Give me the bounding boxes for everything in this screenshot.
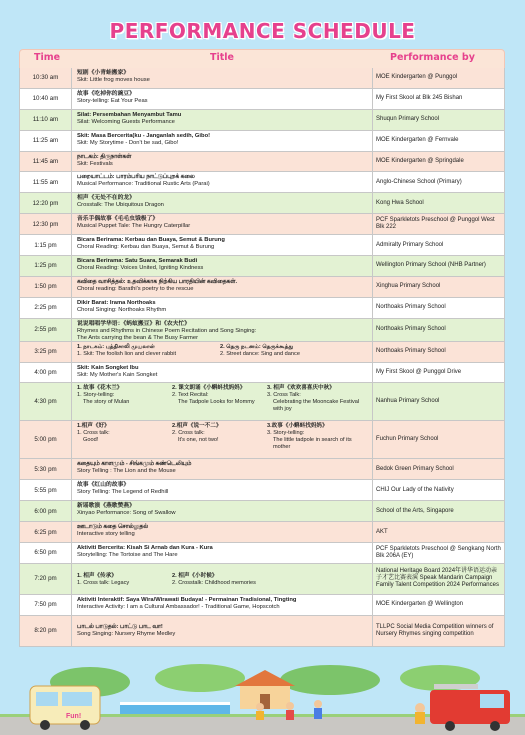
row-time: 6:00 pm (20, 501, 72, 521)
item-3-label: 3. Story-telling: (267, 430, 305, 437)
row-performer: My First Skool @ Punggol Drive (372, 363, 502, 383)
row-title (77, 174, 367, 194)
title-english: Musical Puppet Tale: The Hungry Caterpillar (77, 223, 191, 230)
row-time: 7:50 pm (20, 595, 72, 615)
item-3-english: Celebrating the Mooncake Festival with joy (273, 399, 360, 413)
title-english: Choral Reading: Kerbau dan Buaya, Semut & Burung (77, 244, 215, 251)
title-native: கதையும் காளமும் - சிங்கமும் சுண்டெலியும் (77, 461, 192, 468)
title-english: Crosstalk: The Ubiquitous Dragon (77, 202, 164, 209)
item-1-native: 1.相声《好》 (77, 423, 110, 430)
title-english: Choral Singing: Northoaks Rhythm (77, 306, 167, 313)
row-title (77, 195, 367, 215)
table-row (20, 421, 504, 459)
header-time: Time (34, 52, 61, 63)
item-2-english: 2. Crosstalk: Childhood memories (172, 579, 256, 586)
item-2-native: 2. 课文朗诵《小蝌蚪找妈妈》 (172, 385, 246, 392)
item-1-native: 1. 相声《传承》 (77, 572, 117, 579)
title-native: 短剧《小青蛙搬家》 (77, 70, 130, 76)
item-1-english: 1. Cross talk: Legacy (77, 579, 130, 586)
title-english: Story Telling: The Legend of Redhill (77, 489, 169, 496)
title-native: கவிதை வாசித்தல்: உதவிக்காக நிற்கிய பாரதியின் கவிதைகள். (77, 278, 238, 285)
table-row (20, 152, 504, 173)
table-row (20, 319, 504, 342)
item-1-english: The story of Mulan (83, 399, 130, 406)
row-title (77, 300, 367, 320)
item-2-native: 2.相声《说一不二》 (172, 423, 222, 430)
title-english: Storytelling: The Tortoise and The Hare (77, 552, 178, 559)
header-title: Title (210, 52, 234, 63)
table-row (20, 522, 504, 543)
title-english: Skit: Little frog moves house (77, 77, 150, 83)
table-row (20, 595, 504, 616)
row-performer: Northoaks Primary School (372, 319, 502, 341)
item-2-english: It's one, not two! (178, 437, 219, 444)
row-title (77, 112, 367, 132)
title-english: Skit: My Storytime - Don't be sad, Gibo! (77, 139, 179, 146)
row-performer: Northoaks Primary School (372, 342, 502, 362)
row-performer: Xinghua Primary School (372, 277, 502, 297)
item-1-native: 1. 故事《花木兰》 (77, 385, 123, 392)
row-time: 6:25 pm (20, 522, 72, 542)
row-performer: My First Skool at Blk 245 Bishan (372, 89, 502, 109)
header-performance: Performance by (390, 52, 475, 63)
row-performer: PCF Sparkletots Preschool @ Sengkang North Blk 206A (EY) (372, 543, 502, 563)
row-time: 5:30 pm (20, 459, 72, 479)
row-performer: Wellington Primary School (NHB Partner) (372, 256, 502, 276)
row-performer: Fuchun Primary School (372, 421, 502, 458)
table-row (20, 193, 504, 214)
item-1-english: 1. Skit: The foolish lion and clever rabbit (77, 350, 177, 357)
row-time: 10:30 am (20, 68, 72, 88)
table-row (20, 459, 504, 480)
table-row (20, 501, 504, 522)
title-english: Choral Reading: Voices United, Igniting Kindness (77, 265, 204, 272)
row-title (77, 482, 367, 502)
title-native: பறையாட்டம்: பாரம்பரிய நாட்டுப்புறக் கலை (77, 174, 195, 181)
row-time: 6:50 pm (20, 543, 72, 563)
row-time: 4:30 pm (20, 383, 72, 420)
row-performer: MOE Kindergarten @ Springdale (372, 152, 502, 172)
row-time: 1:15 pm (20, 235, 72, 255)
row-performer: Anglo-Chinese School (Primary) (372, 172, 502, 192)
table-row (20, 256, 504, 277)
row-title (77, 70, 367, 90)
row-title (77, 279, 367, 299)
row-title (77, 597, 367, 617)
row-time: 2:55 pm (20, 319, 72, 341)
title-native: Dikir Barat: Irama Northoaks (77, 299, 156, 306)
item-3-english: The little tadpole in search of its mother (273, 437, 352, 451)
title-native: Bicara Berirama: Satu Suara, Semarak Budi (77, 258, 198, 265)
bus-label: Fun! (66, 713, 82, 720)
table-row (20, 616, 504, 647)
table-row (20, 89, 504, 110)
row-title (77, 503, 367, 523)
item-3-native: 3.故事《小蝌蚪找妈妈》 (267, 423, 328, 430)
row-performer: AKT (372, 522, 502, 542)
row-time: 8:20 pm (20, 616, 72, 646)
title-native: 说说唱唱学华语：《蚂蚁搬豆》和《农夫忙》 (77, 320, 191, 327)
item-3-label: 3. Cross Talk: (267, 392, 301, 399)
item-2-label: 2. Cross talk: (172, 430, 205, 437)
row-performer: MOE Kindergarten @ Wellington (372, 595, 502, 615)
item-1-native: 1. நாடகம்: புத்திசாலி முயலாள் (77, 343, 155, 350)
title-english: Song Singing: Nursery Rhyme Medley (77, 630, 176, 637)
table-row (20, 68, 504, 89)
table-row (20, 543, 504, 564)
row-performer: Admiralty Primary School (372, 235, 502, 255)
title-native: 新谣歌演《燕歌赞燕》 (77, 503, 135, 510)
title-native: நாடகம்: திருநாள்கள் (77, 153, 132, 160)
item-1-english: Good! (83, 437, 99, 444)
row-title (77, 154, 367, 174)
street-illustration (0, 664, 525, 735)
row-title (77, 385, 367, 422)
page-title: PERFORMANCE SCHEDULE (109, 19, 416, 43)
item-1-label: 1. Story-telling: (77, 392, 115, 399)
row-time: 12:20 pm (20, 193, 72, 213)
item-2-label: 2. Text Recital: (172, 392, 209, 399)
row-title (77, 365, 367, 385)
title-native: பாடல் பாடுதல்: பாட்டு பாட வா! (77, 623, 163, 630)
row-performer: Nanhua Primary School (372, 383, 502, 420)
row-title (77, 423, 367, 460)
title-english: Choral reading: Barathi's poetry to the rescue (77, 285, 194, 292)
row-time: 11:10 am (20, 110, 72, 130)
title-native: 故事《红山的故事》 (77, 482, 130, 489)
title-english: Interactive Activity: I am a Cultural Ambassador! - Traditional Game, Hopscotch (77, 603, 280, 610)
title-english: Story-telling: Eat Your Peas (77, 97, 148, 104)
row-title (77, 216, 367, 236)
table-row (20, 110, 504, 131)
row-time: 1:50 pm (20, 277, 72, 297)
row-time: 11:55 am (20, 172, 72, 192)
row-performer: MOE Kindergarten @ Punggol (372, 68, 502, 88)
row-performer: Kong Hwa School (372, 193, 502, 213)
title-native: Silat: Persembahan Menyambut Tamu (77, 111, 182, 118)
title-native: 故事《吃掉你的豌豆》 (77, 90, 135, 97)
title-native: Bicara Berirama: Kerbau dan Buaya, Semut & Burung (77, 237, 225, 244)
title-native: Aktiviti Interaktif: Saya Wira/Wirawati Budaya! - Permainan Tradisional, Tingting (77, 596, 297, 603)
row-performer: MOE Kindergarten @ Fernvale (372, 131, 502, 151)
row-time: 3:25 pm (20, 342, 72, 362)
row-performer: School of the Arts, Singapore (372, 501, 502, 521)
title-english-2: The Ants carrying the bean & The Busy Farmer (77, 334, 199, 341)
row-time: 7:20 pm (20, 564, 72, 594)
title-native: 音乐手偶故事《毛毛虫饿极了》 (77, 216, 159, 223)
item-2-english: 2. Street dance: Sing and dance (220, 350, 300, 357)
table-row (20, 277, 504, 298)
title-english: Interactive story telling (77, 531, 135, 538)
row-title (77, 237, 367, 257)
row-performer: National Heritage Board 2024年讲华语运动亲子才艺比赛表演 Speak Mandarin Campaign Family Talent Competition 2024 Performances (372, 564, 502, 594)
title-english: Silat: Welcoming Guests Performance (77, 118, 175, 125)
row-time: 11:25 am (20, 131, 72, 151)
title-english: Musical Performance: Traditional Rustic Arts (Parai) (77, 181, 210, 188)
table-row (20, 214, 504, 235)
bus-icon (30, 686, 100, 730)
table-row (20, 480, 504, 501)
title-english: Xinyao Performance: Song of Swallow (77, 510, 176, 517)
table-row (20, 131, 504, 152)
title-english: Skit: Festivals (77, 160, 113, 167)
row-title (77, 258, 367, 278)
title-native: Skit: Masa Bercerita(ku - Janganlah sedih, Gibo! (77, 132, 211, 139)
title-native: Aktiviti Bercerita: Kisah Si Arnab dan Kura - Kura (77, 545, 213, 552)
item-1-label: 1. Cross talk: (77, 430, 110, 437)
title-english: Skit: My Mother's Kain Songket (77, 371, 158, 378)
row-performer: Northoaks Primary School (372, 298, 502, 318)
item-2-native: 2. 相声《小时候》 (172, 572, 218, 579)
table-header (19, 49, 505, 69)
title-native: 相声《无处不在的龙》 (77, 195, 135, 202)
title-native: ஊடாடும் கதை சொல்லுதல் (77, 524, 149, 531)
table-row (20, 235, 504, 256)
schedule-table (19, 68, 505, 647)
row-performer: CHIJ Our Lady of the Nativity (372, 480, 502, 500)
row-title (77, 321, 367, 343)
item-2-english: The Tadpole Looks for Mommy (178, 399, 255, 406)
row-performer: Bedok Green Primary School (372, 459, 502, 479)
row-title (77, 133, 367, 153)
row-title (77, 344, 367, 364)
table-row (20, 342, 504, 363)
row-performer: TLLPC Social Media Competition winners of Nursery Rhymes singing competition (372, 616, 502, 646)
item-3-native: 3. 相声《欢欢喜喜庆中秋》 (267, 385, 335, 392)
row-time: 1:25 pm (20, 256, 72, 276)
row-time: 5:55 pm (20, 480, 72, 500)
title-english: Rhymes and Rhythms in Chinese Poem Recitation and Song Singing: (77, 327, 257, 334)
title-english: Story Telling : The Lion and the Mouse (77, 468, 176, 475)
row-time: 11:45 am (20, 152, 72, 172)
row-title (77, 624, 367, 654)
row-performer: PCF Sparkletots Preschool @ Punggol West Blk 222 (372, 214, 502, 234)
row-time: 10:40 am (20, 89, 72, 109)
table-row (20, 383, 504, 421)
row-time: 4:00 pm (20, 363, 72, 383)
table-row (20, 363, 504, 384)
table-row (20, 564, 504, 595)
row-title (77, 545, 367, 565)
row-title (77, 524, 367, 544)
row-performer: Shuqun Primary School (372, 110, 502, 130)
item-2-native: 2. தெரு நடனம்: தெருக்கூத்து (220, 343, 294, 350)
row-time: 2:25 pm (20, 298, 72, 318)
row-title (77, 461, 367, 481)
table-row (20, 298, 504, 319)
title-native: Skit: Kain Songket Ibu (77, 364, 139, 371)
row-time: 12:30 pm (20, 214, 72, 234)
table-row (20, 172, 504, 193)
row-time: 5:00 pm (20, 421, 72, 458)
row-title (77, 91, 367, 111)
